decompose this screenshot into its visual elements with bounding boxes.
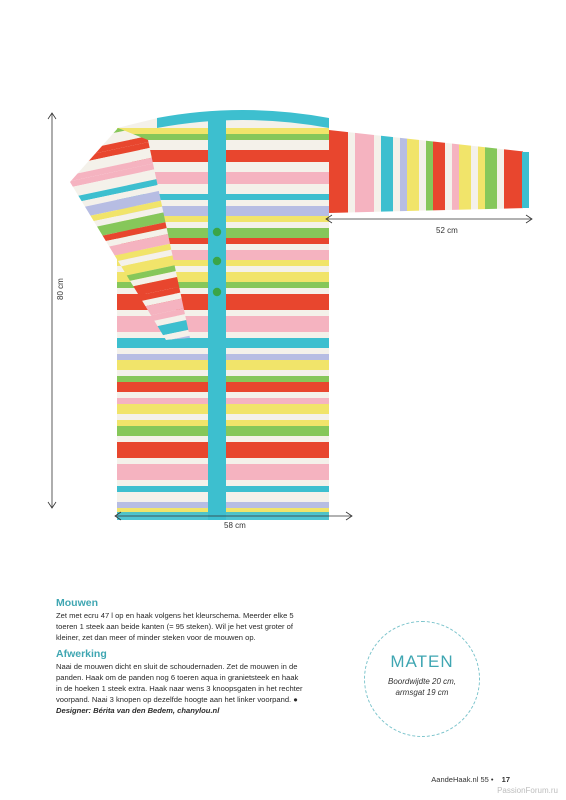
button-band (208, 118, 226, 520)
height-label: 80 cm (56, 278, 65, 300)
watermark: PassionForum.ru (497, 786, 558, 795)
badge-title: MATEN (390, 652, 454, 671)
badge-line-2: armsgat 19 cm (395, 688, 449, 697)
height-dimension (48, 113, 56, 508)
width-label: 58 cm (224, 521, 246, 530)
badge-line-1: Boordwijdte 20 cm, (387, 677, 457, 686)
page-footer (431, 775, 510, 784)
section-heading-mouwen: Mouwen (56, 597, 98, 609)
button (213, 288, 221, 296)
button (213, 257, 221, 265)
footer-issue: AandeHaak.nl 55 (431, 775, 489, 784)
sizes-badge (364, 621, 480, 737)
sleeve-dimension (326, 215, 532, 223)
instructions-column (56, 597, 306, 721)
section-heading-afwerking: Afwerking (56, 647, 107, 660)
button (213, 228, 221, 236)
designer-credit: Designer: Bérita van den Bedem, chanylou.nl (56, 706, 220, 716)
section-text-afwerking: Naai de mouwen dicht en sluit de schoudernaden. Zet de mouwen in de panden. Haak om de panden nog 6 toeren aqua in granietsteek en haak in de hoeken 1 steek extra. Haak naar wens 3 knoopsgaten in het rechter voorpand. Naai 3 knopen op dezelfde hoogte aan het linker voorpand. ● (56, 661, 303, 705)
right-sleeve (329, 128, 530, 218)
sleeve-label: 52 cm (436, 226, 458, 235)
page-number: 17 (501, 775, 510, 784)
section-text-mouwen: Zet met ecru 47 l op en haak volgens het kleurschema. Meerder elke 5 toeren 1 steek aan beide kanten (= 95 steken). Wil je het vest groter of kleiner, zet dan meer of minder steken voor de mouwen op. (56, 611, 294, 643)
right-cuff (522, 152, 529, 208)
footer-bullet: • (490, 775, 494, 784)
